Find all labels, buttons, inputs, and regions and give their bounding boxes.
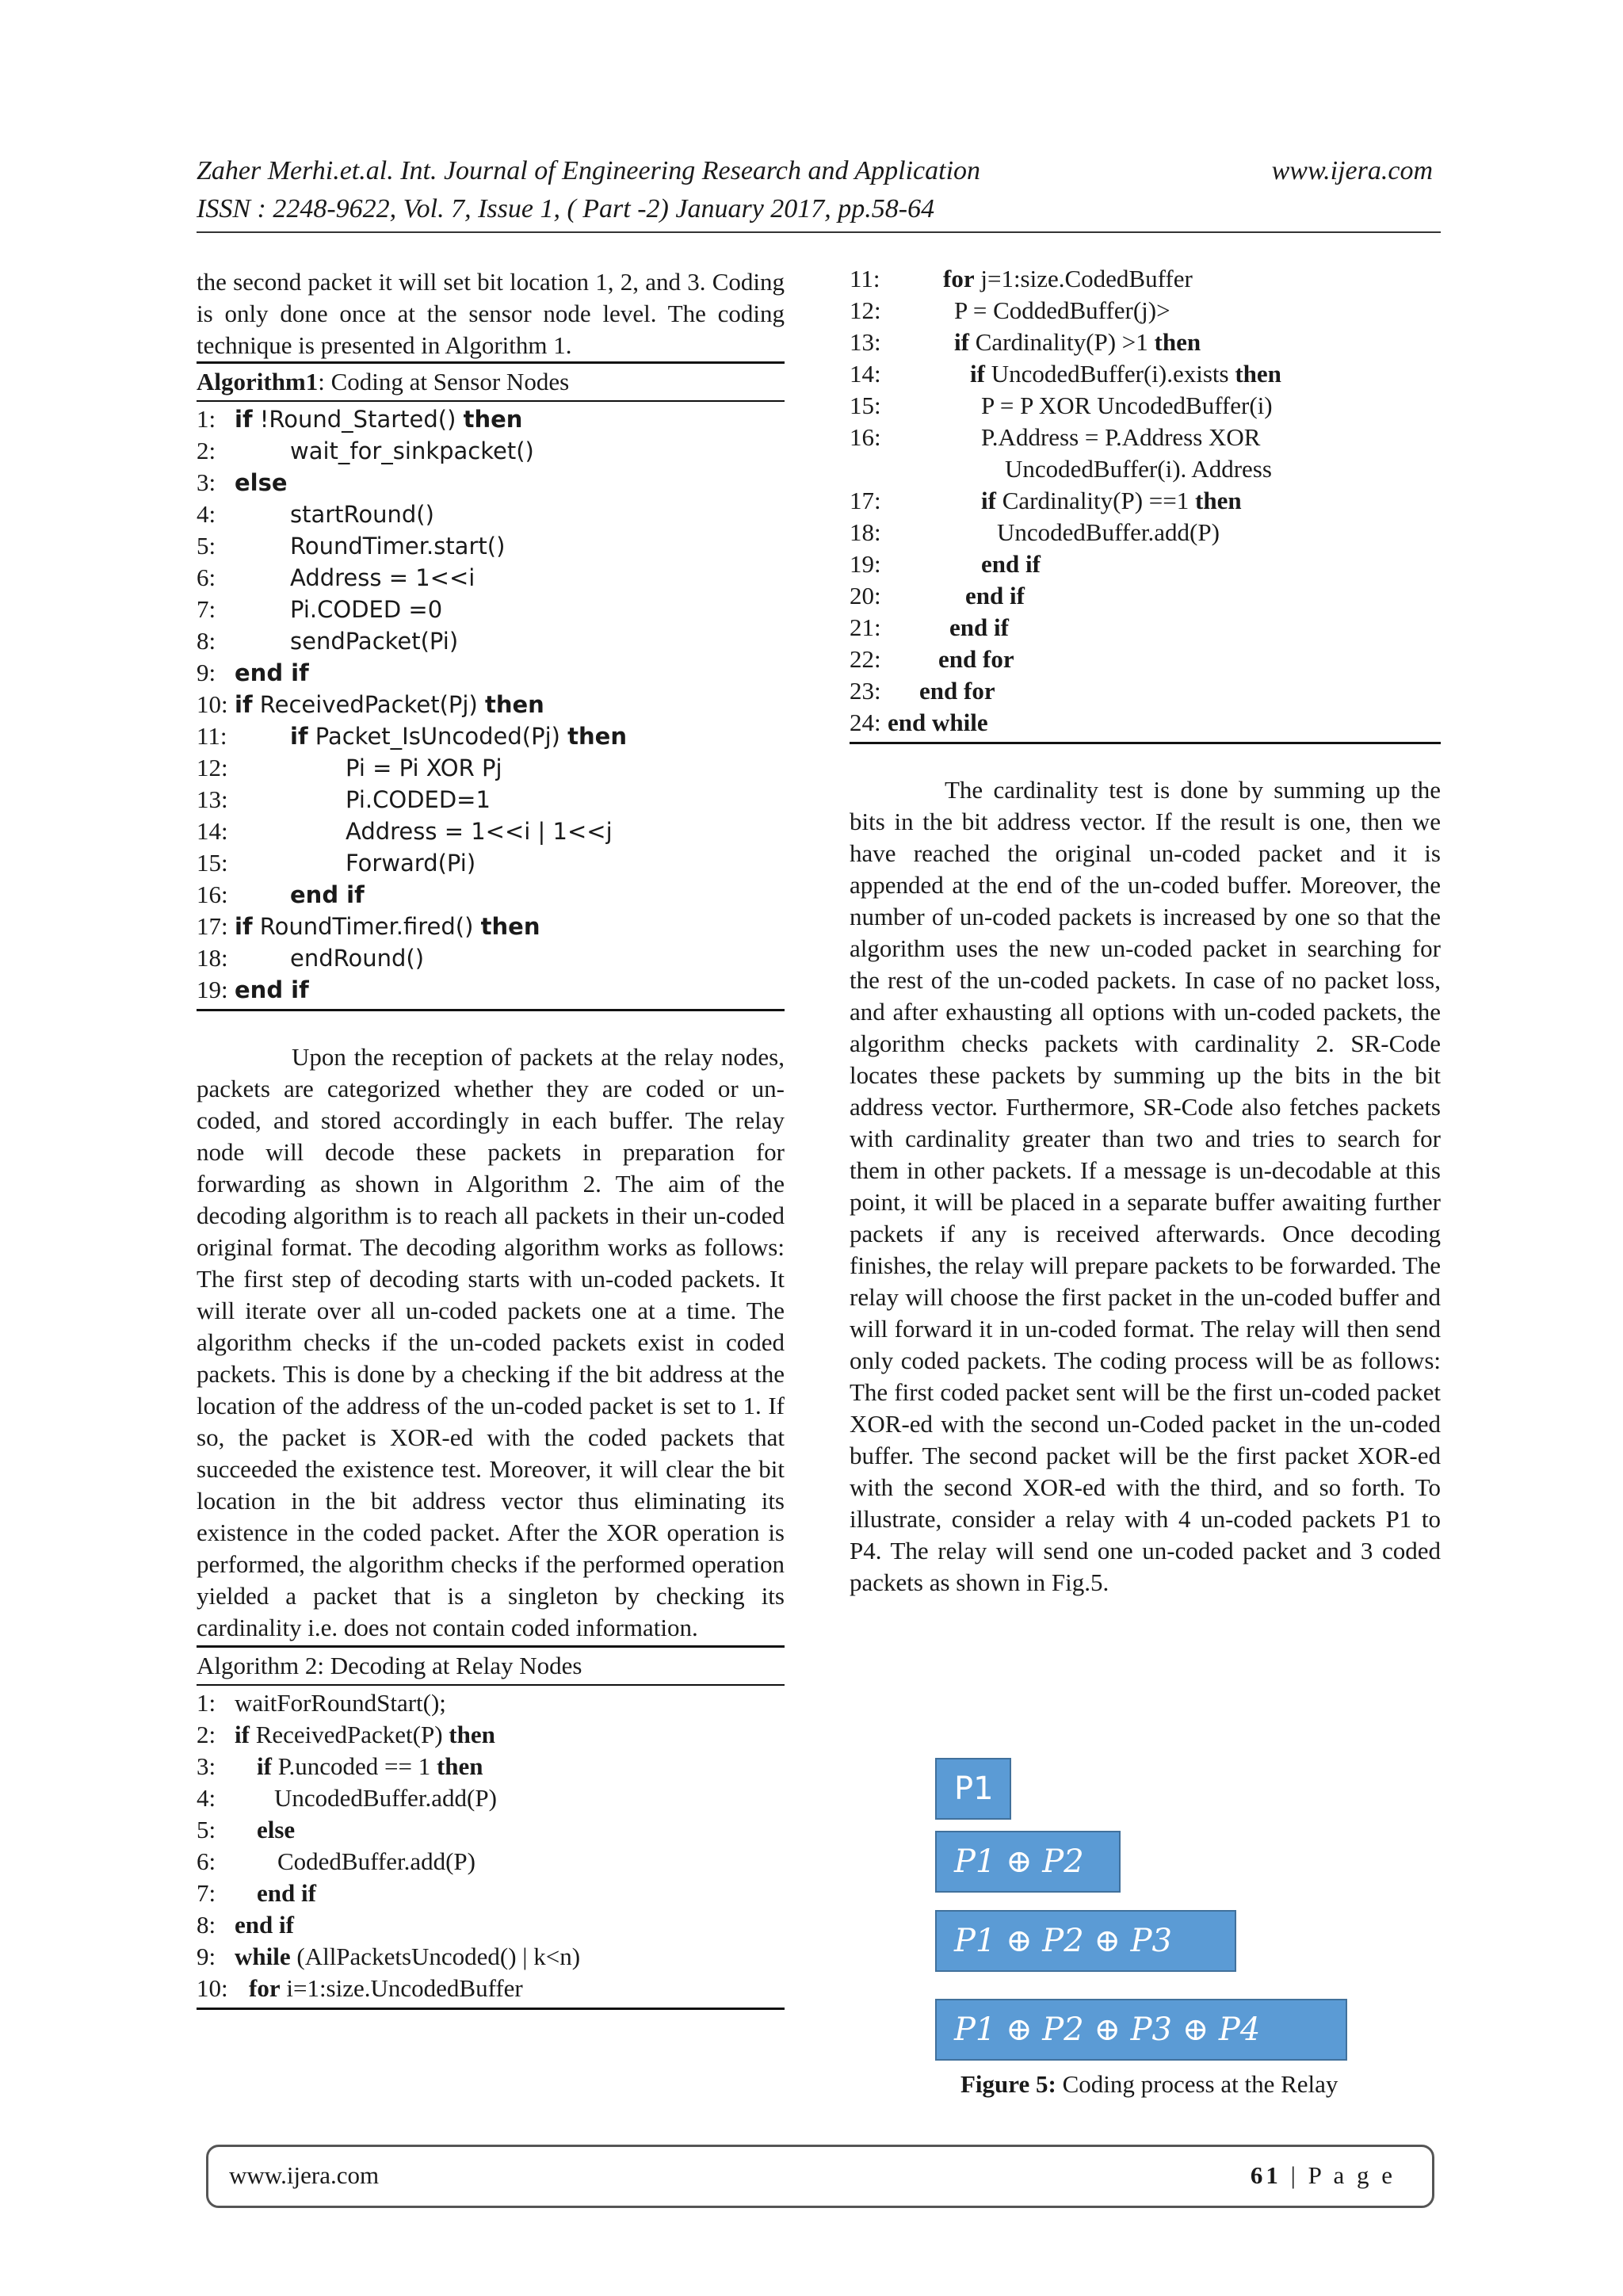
algo1-body xyxy=(197,402,785,1009)
line-number: 23: xyxy=(850,677,881,705)
line-number: 18: xyxy=(850,518,881,546)
algo2-line xyxy=(197,1846,785,1878)
algo2-left-bottom-rule xyxy=(197,2008,785,2010)
page-number: 61 xyxy=(1250,2161,1281,2189)
line-code: end if xyxy=(290,881,365,908)
algo1-line xyxy=(197,594,785,625)
algo2-line xyxy=(197,1909,785,1941)
line-number: 14: xyxy=(197,817,228,845)
line-code: Address = 1<<i xyxy=(290,564,475,591)
algo2-line xyxy=(850,453,1441,485)
line-code: end if xyxy=(257,1879,316,1907)
footer-website: www.ijera.com xyxy=(229,2161,380,2189)
algo1-title xyxy=(197,364,785,400)
line-number: 12: xyxy=(850,296,881,324)
line-number: 4: xyxy=(197,1784,216,1812)
algo1-line xyxy=(197,720,785,752)
line-code: end if xyxy=(981,550,1041,578)
algo1-line xyxy=(197,499,785,530)
line-number: 16: xyxy=(197,881,228,908)
line-number: 9: xyxy=(197,1943,216,1970)
line-code: wait_for_sinkpacket() xyxy=(290,437,534,464)
line-number: 2: xyxy=(197,437,216,464)
algo2-line xyxy=(197,1941,785,1973)
right-column xyxy=(850,263,1441,1599)
algo1-line xyxy=(197,625,785,657)
line-number: 20: xyxy=(850,582,881,609)
algo2-line xyxy=(850,517,1441,548)
figure-5-caption-text: Coding process at the Relay xyxy=(1056,2070,1338,2098)
line-code: end for xyxy=(938,645,1014,673)
packet-box-p1: P1 xyxy=(935,1758,1011,1820)
line-code: if Cardinality(P) >1 then xyxy=(954,328,1201,356)
algo2-line xyxy=(850,263,1441,295)
algo2-line xyxy=(850,548,1441,580)
line-number: 6: xyxy=(197,1847,216,1875)
line-code: if Cardinality(P) ==1 then xyxy=(981,487,1242,514)
line-code: Pi.CODED =0 xyxy=(290,596,443,623)
line-number: 4: xyxy=(197,500,216,528)
line-number: 3: xyxy=(197,1752,216,1780)
running-header-line1 xyxy=(197,155,1433,187)
line-code: end if xyxy=(235,976,309,1003)
left-column xyxy=(197,266,785,2010)
line-number: 7: xyxy=(197,595,216,623)
line-code: else xyxy=(235,469,288,496)
line-number: 16: xyxy=(850,423,881,451)
line-number: 24: xyxy=(850,709,881,736)
page-footer xyxy=(206,2145,1434,2208)
line-number: 1: xyxy=(197,405,216,433)
algo1-line xyxy=(197,942,785,974)
line-number: 19: xyxy=(850,550,881,578)
algo1-line xyxy=(197,784,785,816)
line-number: 8: xyxy=(197,627,216,655)
journal-citation: Zaher Merhi.et.al. Int. Journal of Engineering Research and Application xyxy=(197,156,981,185)
line-number: 13: xyxy=(850,328,881,356)
algo2-line xyxy=(850,295,1441,327)
footer-page xyxy=(1251,2161,1396,2190)
line-code: if P.uncoded == 1 then xyxy=(257,1752,483,1780)
line-code: waitForRoundStart(); xyxy=(235,1689,446,1717)
running-header-line2: ISSN : 2248-9622, Vol. 7, Issue 1, ( Part -2) January 2017, pp.58-64 xyxy=(197,194,935,223)
line-code: UncodedBuffer(i). Address xyxy=(1005,455,1272,483)
algorithm-2-continued xyxy=(850,263,1441,744)
line-number: 17: xyxy=(197,912,228,940)
line-code: if Packet_IsUncoded(Pj) then xyxy=(290,723,627,750)
algo2-line xyxy=(197,1814,785,1846)
line-code: UncodedBuffer.add(P) xyxy=(997,518,1220,546)
line-number: 15: xyxy=(850,392,881,419)
line-number: 11: xyxy=(197,722,227,750)
line-code: if UncodedBuffer(i).exists then xyxy=(970,360,1281,388)
figure-5-caption-label: Figure 5: xyxy=(960,2070,1056,2098)
algo2-line xyxy=(850,485,1441,517)
algo2-line xyxy=(850,358,1441,390)
line-number: 3: xyxy=(197,468,216,496)
algo1-line xyxy=(197,911,785,942)
line-number: 5: xyxy=(197,532,216,560)
line-code: Forward(Pi) xyxy=(346,850,476,877)
line-number: 22: xyxy=(850,645,881,673)
line-number: 15: xyxy=(197,849,228,877)
line-number: 6: xyxy=(197,563,216,591)
line-number: 21: xyxy=(850,613,881,641)
page-label: | P a g e xyxy=(1281,2161,1396,2189)
packet-box-p1-xor-p2-xor-p3-xor-p4: 𝑃1 ⊕ 𝑃2 ⊕ 𝑃3 ⊕ 𝑃4 xyxy=(935,1999,1347,2061)
algo1-title-bold: Algorithm1 xyxy=(197,368,319,395)
decoding-paragraph: Upon the reception of packets at the relay nodes, packets are categorized whether they are coded or un-coded, and stored accordingly in each buffer. The relay node will decode these packets in preparation for forwarding as shown in Algorithm 2. The aim of the decoding algorithm is to reach all packets in their un-coded original format. The decoding algorithm works as follows: The first step of decoding starts with un-coded packets. It will iterate over all un-coded packets one at a time. The algorithm checks if the un-coded packets exist in coded packets. This is done by a checking if the bit address at the location of the address of the un-coded packet is set to 1. If so, the packet is XOR-ed with the coded packets that succeeded the existence test. Moreover, it will clear the bit location in the bit address vector thus eliminating its existence in the coded packet. After the XOR operation is performed, the algorithm checks if the performed operation yielded a packet that is a singleton by checking its cardinality i.e. does not contain coded information. xyxy=(197,1043,785,1641)
line-number: 18: xyxy=(197,944,228,972)
packet-box-p1-xor-p2-xor-p3: 𝑃1 ⊕ 𝑃2 ⊕ 𝑃3 xyxy=(935,1910,1236,1972)
algo1-line xyxy=(197,816,785,847)
line-number: 11: xyxy=(850,265,880,292)
algo2-line xyxy=(197,1878,785,1909)
line-code: if RoundTimer.fired() then xyxy=(235,913,540,940)
algo2-line xyxy=(850,580,1441,612)
line-number: 7: xyxy=(197,1879,216,1907)
line-code: else xyxy=(257,1816,296,1843)
line-code: for j=1:size.CodedBuffer xyxy=(943,265,1193,292)
line-code: while (AllPacketsUncoded() | k<n) xyxy=(235,1943,581,1970)
packet-box-p1-xor-p2: 𝑃1 ⊕ 𝑃2 xyxy=(935,1831,1121,1893)
algo2-line xyxy=(850,707,1441,739)
line-number: 14: xyxy=(850,360,881,388)
line-code: Pi = Pi XOR Pj xyxy=(346,755,502,781)
algorithm-2 xyxy=(197,1645,785,2010)
algo2-line xyxy=(197,1719,785,1751)
line-number: 19: xyxy=(197,976,228,1003)
line-number: 13: xyxy=(197,785,228,813)
cardinality-paragraph: The cardinality test is done by summing up the bits in the bit address vector. If the result is one, then we have reached the original un-coded packet and it is appended at the end of the un-coded buffer. Moreover, the number of un-coded packets is increased by one so that the algorithm uses the new un-coded packet in searching for the rest of the un-coded packets. In case of no packet loss, and after exhausting all options with un-coded packets, the algorithm checks packets with cardinality 2. SR-Code locates these packets by summing up the bits in the bit address vector. Furthermore, SR-Code also fetches packets with cardinality greater than two and tries to search for them in other packets. If a message is un-decodable at this point, it will be placed in a separate buffer awaiting further packets if any is received afterwards. Once decoding finishes, the relay will prepare packets to be forwarded. The relay will choose the first packet in the un-coded buffer and will forward it in un-coded format. The relay will then send only coded packets. The coding process will be as follows: The first coded packet sent will be the first un-coded packet XOR-ed with the second un-Coded packet in the un-coded buffer. The second packet will be the first packet XOR-ed with the second XOR-ed with the third, and so forth. To illustrate, consider a relay with 4 un-coded packets P1 to P4. The relay will send one un-coded packet and 3 coded packets as shown in Fig.5. xyxy=(850,776,1441,1596)
line-code: if ReceivedPacket(Pj) then xyxy=(235,691,544,718)
line-number: 10: xyxy=(197,1974,228,2002)
algo1-line xyxy=(197,403,785,435)
algo2-line xyxy=(850,644,1441,675)
algo1-line xyxy=(197,847,785,879)
line-number: 8: xyxy=(197,1911,216,1939)
line-code: Address = 1<<i | 1<<j xyxy=(346,818,613,845)
intro-paragraph: the second packet it will set bit location 1, 2, and 3. Coding is only done once at the sensor node level. The coding technique is presented in Algorithm 1. xyxy=(197,268,785,359)
algo2-line xyxy=(850,422,1441,453)
algo1-line xyxy=(197,657,785,689)
algorithm-1 xyxy=(197,361,785,1011)
algo2-title: Algorithm 2: Decoding at Relay Nodes xyxy=(197,1652,582,1679)
line-code: RoundTimer.start() xyxy=(290,533,506,560)
line-code: P.Address = P.Address XOR xyxy=(981,423,1261,451)
algo2-line xyxy=(850,390,1441,422)
algo1-line xyxy=(197,530,785,562)
line-code: P = CoddedBuffer(j)> xyxy=(954,296,1170,324)
algo1-line xyxy=(197,562,785,594)
line-number: 10: xyxy=(197,690,228,718)
algo1-line xyxy=(197,879,785,911)
line-code: P = P XOR UncodedBuffer(i) xyxy=(981,392,1273,419)
line-code: end while xyxy=(888,709,988,736)
line-code: end if xyxy=(949,613,1009,641)
line-code: if !Round_Started() then xyxy=(235,406,523,433)
algo2-line xyxy=(850,612,1441,644)
line-code: for i=1:size.UncodedBuffer xyxy=(249,1974,523,2002)
algo1-line xyxy=(197,435,785,467)
line-code: end if xyxy=(235,659,309,686)
algo2-line xyxy=(850,675,1441,707)
line-number: 9: xyxy=(197,659,216,686)
algo2-body-part1 xyxy=(197,1686,785,2008)
line-number: 5: xyxy=(197,1816,216,1843)
line-code: if ReceivedPacket(P) then xyxy=(235,1721,495,1748)
line-code: sendPacket(Pi) xyxy=(290,628,459,655)
line-number xyxy=(850,453,888,485)
algo1-title-rest: : Coding at Sensor Nodes xyxy=(318,368,570,395)
figure-5 xyxy=(935,1758,1411,2083)
line-number: 1: xyxy=(197,1689,216,1717)
algo2-line xyxy=(197,1751,785,1782)
header-rule xyxy=(197,231,1441,233)
header-website: www.ijera.com xyxy=(1271,156,1433,185)
line-code: end for xyxy=(919,677,995,705)
algo1-line xyxy=(197,689,785,720)
line-number: 17: xyxy=(850,487,881,514)
line-code: end if xyxy=(235,1911,294,1939)
algo1-line xyxy=(197,467,785,499)
line-code: endRound() xyxy=(290,945,425,972)
algo2-line xyxy=(197,1782,785,1814)
algo2-body-part2 xyxy=(850,263,1441,742)
algo1-line xyxy=(197,752,785,784)
figure-5-caption xyxy=(960,2069,1338,2100)
algo2-line xyxy=(197,1973,785,2004)
line-code: UncodedBuffer.add(P) xyxy=(274,1784,497,1812)
line-code: startRound() xyxy=(290,501,434,528)
algo2-line xyxy=(850,327,1441,358)
line-code: CodedBuffer.add(P) xyxy=(277,1847,475,1875)
algo1-line xyxy=(197,974,785,1006)
line-code: Pi.CODED=1 xyxy=(346,786,491,813)
line-number: 12: xyxy=(197,754,228,781)
algo2-line xyxy=(197,1687,785,1719)
line-number: 2: xyxy=(197,1721,216,1748)
line-code: end if xyxy=(965,582,1025,609)
